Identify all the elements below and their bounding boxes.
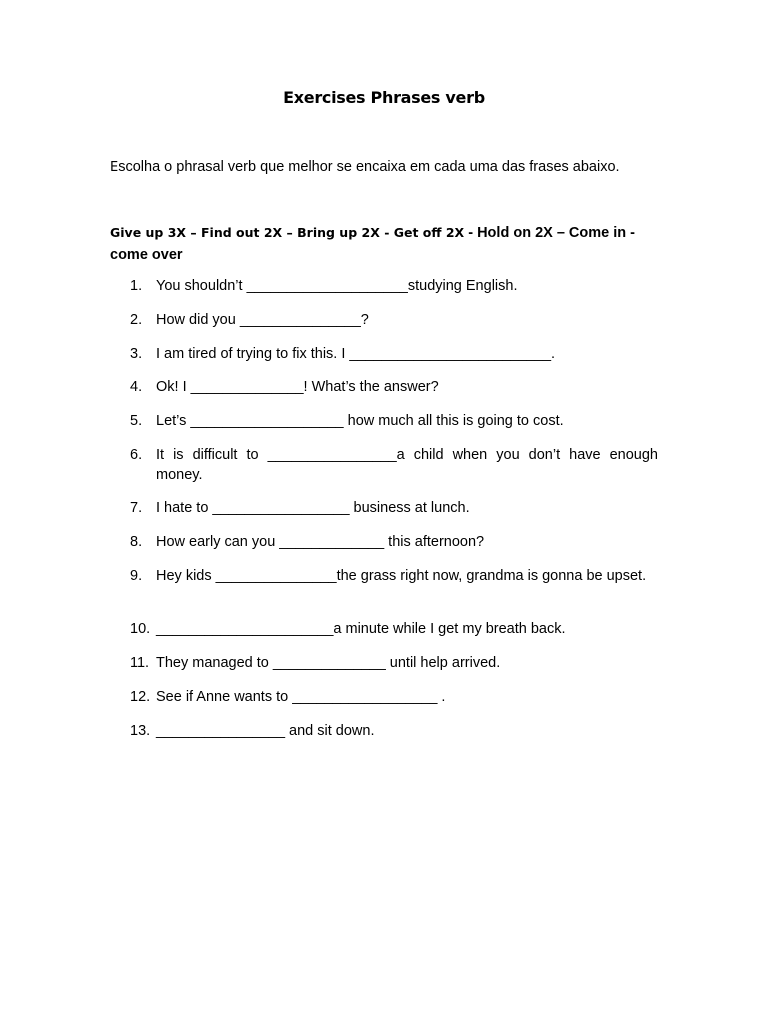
exercise-number: 2. <box>130 312 143 328</box>
exercise-number: 13. <box>130 723 151 739</box>
exercise-text: I hate to _________________ business at lunch. <box>156 500 470 516</box>
exercise-number: 6. <box>130 447 143 463</box>
exercise-text: Hey kids _______________the grass right now, grandma is gonna be upset. <box>156 568 647 584</box>
exercise-number: 4. <box>130 379 143 395</box>
exercise-text: It is difficult to ________________a child when you don’t have enough money. <box>156 447 658 483</box>
exercise-text: Let’s ___________________ how much all this is going to cost. <box>156 413 564 429</box>
instruction-text <box>110 159 620 175</box>
exercise-text: ________________ and sit down. <box>156 723 375 739</box>
exercise-item-1 <box>130 276 658 296</box>
exercise-number: 11. <box>130 655 150 671</box>
exercise-item-13 <box>130 721 658 741</box>
exercise-text: ______________________a minute while I get my breath back. <box>156 621 566 637</box>
exercise-number: 12. <box>130 689 151 705</box>
exercise-number: 5. <box>130 413 143 429</box>
exercise-text: How did you _______________? <box>156 312 369 328</box>
exercise-text: You shouldn’t ____________________studying English. <box>156 278 518 294</box>
exercise-item-2 <box>130 310 658 330</box>
exercise-number: 8. <box>130 534 143 550</box>
exercise-item-12 <box>130 687 658 707</box>
exercise-text: See if Anne wants to __________________ . <box>156 689 446 705</box>
exercise-item-5 <box>130 411 658 431</box>
exercise-text: Ok! I ______________! What’s the answer? <box>156 379 439 395</box>
instruction-first-letter: E <box>110 160 119 175</box>
exercise-number: 7. <box>130 500 143 516</box>
exercise-number: 1. <box>130 278 143 294</box>
word-bank <box>110 222 660 266</box>
exercise-text: They managed to ______________ until help arrived. <box>156 655 501 671</box>
word-bank-part1: Give up 3X – Find out 2X – Bring up 2X - Get off 2X <box>110 225 465 240</box>
exercise-item-11 <box>130 653 658 673</box>
exercise-text: How early can you _____________ this afternoon? <box>156 534 485 550</box>
exercise-number: 9. <box>130 568 143 584</box>
exercise-item-8 <box>130 532 658 552</box>
exercise-item-4 <box>130 377 658 397</box>
exercise-item-7 <box>130 498 658 518</box>
page-title: Exercises Phrases verb <box>283 88 485 107</box>
exercise-number: 3. <box>130 346 143 362</box>
exercise-item-6 <box>130 445 658 485</box>
exercise-text: I am tired of trying to fix this. I _________________________. <box>156 346 556 362</box>
exercise-item-9 <box>130 566 658 586</box>
exercise-item-3 <box>130 344 658 364</box>
exercise-item-10 <box>130 619 658 639</box>
word-bank-part2: - Hold on 2X – Come in - come over <box>110 225 635 263</box>
instruction-rest: scolha o phrasal verb que melhor se encaixa em cada uma das frases abaixo. <box>118 159 620 175</box>
exercise-number: 10. <box>130 621 151 637</box>
